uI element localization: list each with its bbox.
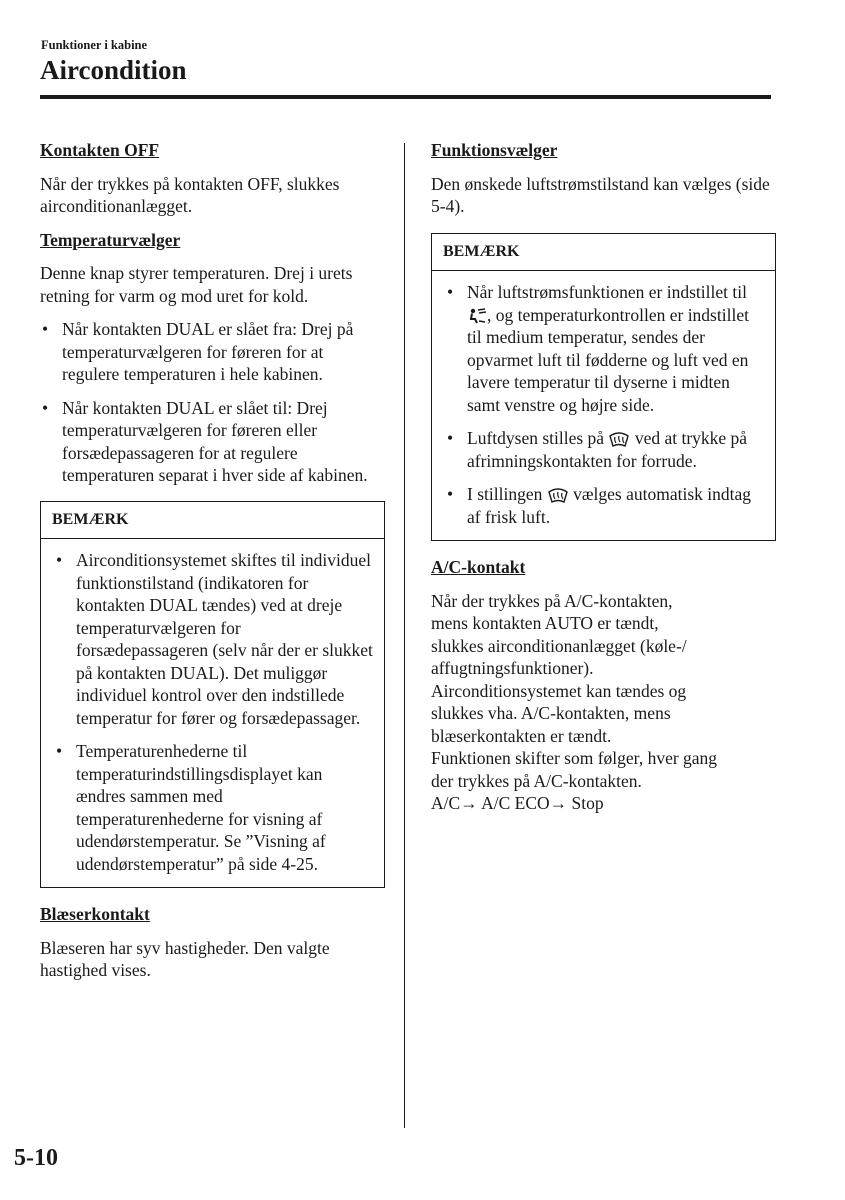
ac-line: mens kontakten AUTO er tændt, <box>431 613 659 633</box>
page-number: 5-10 <box>14 1145 58 1171</box>
ac-line: blæserkontakten er tændt. <box>431 725 612 746</box>
list-item <box>40 397 385 487</box>
bullet-text: Når kontakten DUAL er slået fra: Drej på temperaturvælgeren for føreren for at regulere temperaturen i hele kabinen. <box>62 319 354 384</box>
bullet-text: Når kontakten DUAL er slået til: Drej temperaturvælgeren for føreren eller forsædepassageren for at regulere temperaturen separat i hver side af kabinen. <box>62 397 368 485</box>
off-text: Når der trykkes på kontakten OFF, slukkes airconditionanlægget. <box>40 173 340 216</box>
ac-line: slukkes vha. A/C-kontakten, mens <box>431 703 671 723</box>
page-title: Aircondition <box>40 55 187 85</box>
bullet-icon: • <box>447 428 454 448</box>
bullet-text: Temperaturenhederne til temperaturindstillingsdisplayet kan ændres sammen med temperaturenhederne for visning af udendørstemperatur. Se ”Visning af udendørstemperatur” på side 4-25. <box>76 741 326 874</box>
mode-heading: Funktionsvælger <box>431 140 558 160</box>
ac-line: Når der trykkes på A/C-kontakten, <box>431 590 673 611</box>
ac-heading: A/C-kontakt <box>431 557 526 577</box>
bullet-text-post: ved at trykke på afrimningskontakten for forrude. <box>467 428 748 471</box>
temp-bullet-list <box>40 318 385 487</box>
list-item <box>445 281 764 416</box>
ac-line: der trykkes på A/C-kontakten. <box>431 770 642 791</box>
temp-text: Denne knap styrer temperaturen. Drej i urets retning for varm og mod uret for kold. <box>40 263 353 306</box>
defroster-icon <box>547 487 569 503</box>
bullet-text: Airconditionsystemet skiftes til individuel funktionstilstand (indikatoren for kontakten DUAL tændes) ved at dreje temperaturvælgeren for forsædepassageren (selv når der er slukket på kontakten DUAL). Det muliggør individuel kontrol over den indstillede temperatur for fører og forsædepassager. <box>76 550 373 728</box>
ac-sequence: A/C→ A/C ECO→ Stop <box>431 793 604 813</box>
ac-text <box>431 590 776 815</box>
note-box <box>40 501 385 889</box>
bullet-text-post: vælges automatisk indtag af frisk luft. <box>467 484 751 527</box>
ac-line: Airconditionsystemet kan tændes og <box>431 680 687 701</box>
off-heading: Kontakten OFF <box>40 140 160 160</box>
list-item <box>445 483 764 528</box>
note-box <box>431 233 776 542</box>
list-item <box>54 740 373 875</box>
note-body <box>41 539 384 887</box>
bullet-text-pre: Luftdysen stilles på <box>467 428 605 448</box>
mode-text: Den ønskede luftstrømstilstand kan vælges (side 5-4). <box>431 173 770 216</box>
bullet-icon: • <box>447 484 454 504</box>
column-divider <box>404 143 405 1128</box>
ac-line: affugtningsfunktioner). <box>431 658 594 678</box>
bilevel-airflow-icon <box>467 307 487 324</box>
note-bullet-list <box>445 281 764 528</box>
bullet-icon: • <box>56 741 63 761</box>
fan-heading: Blæserkontakt <box>40 904 150 924</box>
bullet-icon: • <box>42 397 49 418</box>
note-bullet-list <box>54 549 373 875</box>
left-column <box>40 139 385 993</box>
bullet-text-pre: I stillingen <box>467 484 543 504</box>
bullet-icon: • <box>56 550 63 570</box>
list-item <box>54 549 373 729</box>
list-item <box>445 427 764 472</box>
bullet-icon: • <box>447 282 454 302</box>
list-item <box>40 318 385 386</box>
bullet-text-pre: Når luftstrømsfunktionen er indstillet til <box>467 282 747 302</box>
title-rule <box>40 95 771 99</box>
ac-line: slukkes airconditionanlægget (køle-/ <box>431 635 687 656</box>
bullet-icon: • <box>42 319 49 339</box>
note-title: BEMÆRK <box>432 234 775 272</box>
defroster-icon <box>608 431 630 447</box>
fan-text: Blæseren har syv hastigheder. Den valgte hastighed vises. <box>40 937 330 980</box>
temp-heading: Temperaturvælger <box>40 229 181 250</box>
right-column <box>431 139 776 815</box>
ac-line: Funktionen skifter som følger, hver gang <box>431 748 718 768</box>
note-title: BEMÆRK <box>41 502 384 540</box>
bullet-text-post: , og temperaturkontrollen er indstillet til medium temperatur, sendes der opvarmet luft til fødderne og luft ved en lavere temperatur til dyserne i midten samt venstre og højre side. <box>467 304 749 415</box>
breadcrumb: Funktioner i kabine <box>41 38 148 52</box>
note-body <box>432 271 775 540</box>
